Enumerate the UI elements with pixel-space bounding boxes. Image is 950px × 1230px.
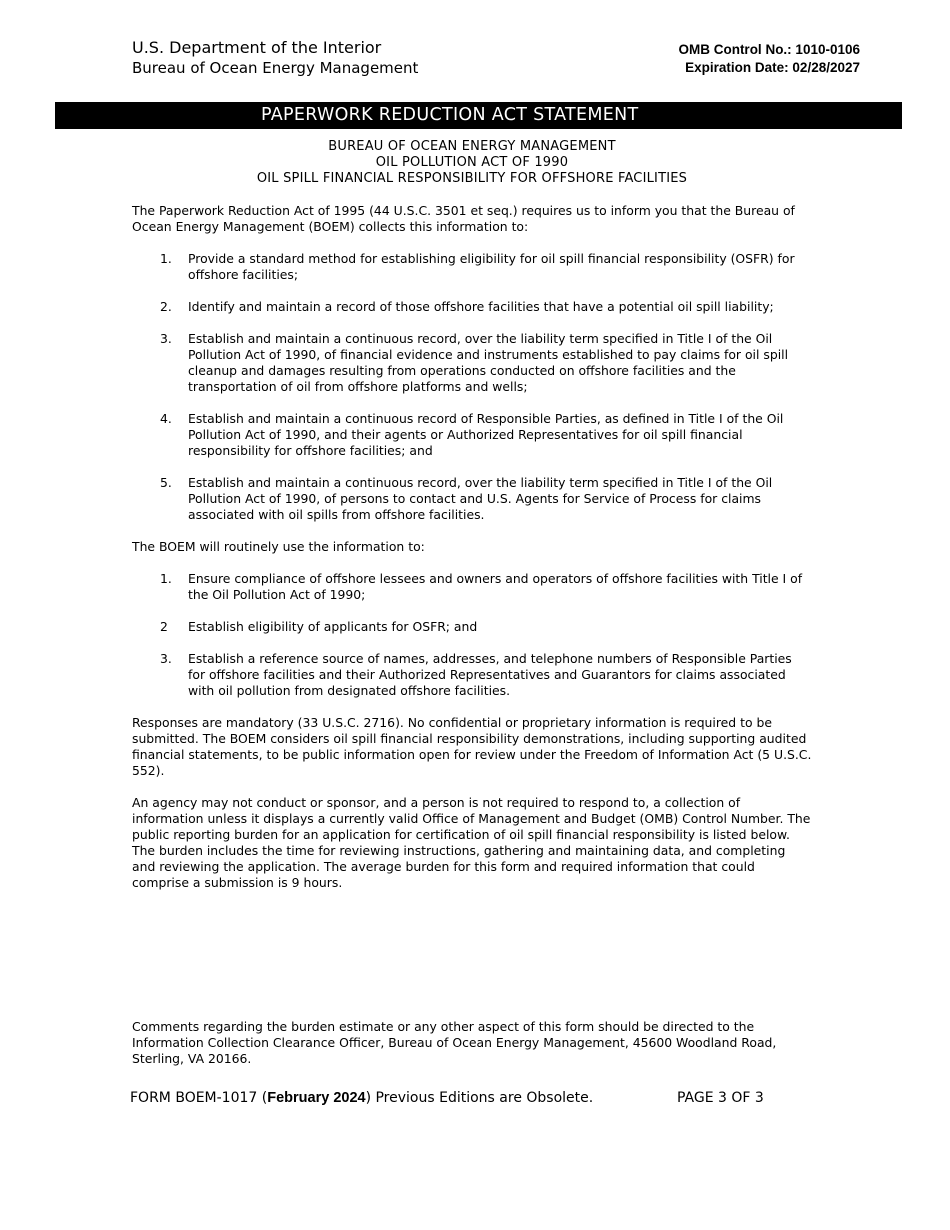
item-text: Establish and maintain a continuous record, over the liability term specified in Title I of the Oil Pollution Act of 1990, of persons to contact and U.S. Agents for Service of Process for claims associated with oil spills from offshore facilities. (188, 475, 773, 522)
item-text: Establish and maintain a continuous record, over the liability term specified in Title I of the Oil Pollution Act of 1990, of financial evidence and instruments established to pay claims for oil spill cleanup and damages resulting from operations conducted on offshore facilities and the transportation of oil from offshore platforms and wells; (188, 331, 789, 394)
statement-body (132, 203, 812, 1083)
uses-intro: The BOEM will routinely use the information to: (132, 539, 425, 554)
item-text: Establish and maintain a continuous record of Responsible Parties, as defined in Title I of the Oil Pollution Act of 1990, and their agents or Authorized Representatives for oil spill financial responsibility for offshore facilities; and (188, 411, 784, 458)
item-text: Provide a standard method for establishing eligibility for oil spill financial responsibility (OSFR) for offshore facilities; (188, 251, 795, 282)
form-prefix: FORM BOEM-1017 ( (130, 1090, 268, 1106)
purposes-list (132, 251, 812, 523)
bureau-name: Bureau of Ocean Energy Management (132, 59, 419, 77)
page-number: PAGE 3 OF 3 (677, 1090, 764, 1106)
agency-header (132, 38, 418, 78)
item-text: Identify and maintain a record of those offshore facilities that have a potential oil spill liability; (188, 299, 774, 314)
item-text: Establish eligibility of applicants for OSFR; and (188, 619, 478, 634)
form-date: February 2024 (267, 1090, 366, 1106)
omb-control-number: OMB Control No.: 1010-0106 (678, 42, 860, 57)
subheading-line-2: OIL POLLUTION ACT OF 1990 (375, 155, 569, 170)
item-number: 4. (160, 411, 172, 426)
item-text: Establish a reference source of names, addresses, and telephone numbers of Responsible Parties for offshore facilities and their Authorized Representatives and Guarantors for claims associated with oil pollution from designated offshore facilities. (188, 651, 792, 698)
item-text: Ensure compliance of offshore lessees and owners and operators of offshore facilities with Title I of the Oil Pollution Act of 1990; (188, 571, 803, 602)
comments-paragraph: Comments regarding the burden estimate or any other aspect of this form should be directed to the Information Collection Clearance Officer, Bureau of Ocean Energy Management, 45600 Woodland Road, Sterling, VA 20166. (132, 1019, 777, 1066)
form-footer (130, 1088, 830, 1108)
banner-title: PAPERWORK REDUCTION ACT STATEMENT (261, 105, 639, 125)
list-item (132, 571, 812, 603)
form-identifier (130, 1090, 593, 1106)
list-item (132, 251, 812, 283)
department-name: U.S. Department of the Interior (132, 38, 382, 57)
list-item (132, 331, 812, 395)
spacer (132, 907, 812, 1019)
subheading (132, 139, 812, 187)
item-number: 3. (160, 331, 172, 346)
list-item (132, 475, 812, 523)
subheading-line-1: BUREAU OF OCEAN ENERGY MANAGEMENT (328, 139, 616, 154)
item-number: 2. (160, 299, 172, 314)
item-number: 2 (160, 619, 168, 634)
item-number: 5. (160, 475, 172, 490)
uses-list (132, 571, 812, 699)
section-banner (55, 102, 902, 129)
burden-paragraph: An agency may not conduct or sponsor, and a person is not required to respond to, a collection of information unless it displays a currently valid Office of Management and Budget (OMB) Control Number. The public reporting burden for an application for certification of oil spill financial responsibility is listed below. The burden includes the time for reviewing instructions, gathering and maintaining data, and completing and reviewing the application. The average burden for this form and required information that could comprise a submission is 9 hours. (132, 795, 811, 890)
list-item (132, 411, 812, 459)
intro-paragraph: The Paperwork Reduction Act of 1995 (44 U.S.C. 3501 et seq.) requires us to inform you that the Bureau of Ocean Energy Management (BOEM) collects this information to: (132, 203, 795, 234)
list-item (132, 619, 812, 635)
omb-block (640, 41, 860, 77)
list-item (132, 651, 812, 699)
item-number: 1. (160, 571, 172, 586)
responses-paragraph: Responses are mandatory (33 U.S.C. 2716). No confidential or proprietary information is required to be submitted. The BOEM considers oil spill financial responsibility demonstrations, including supporting audited financial statements, to be public information open for review under the Freedom of Information Act (5 U.S.C. 552). (132, 715, 812, 778)
item-number: 3. (160, 651, 172, 666)
form-suffix: ) Previous Editions are Obsolete. (365, 1090, 594, 1106)
subheading-line-3: OIL SPILL FINANCIAL RESPONSIBILITY FOR OFFSHORE FACILITIES (256, 171, 688, 186)
item-number: 1. (160, 251, 172, 266)
expiration-date: Expiration Date: 02/28/2027 (685, 60, 860, 75)
list-item (132, 299, 812, 315)
